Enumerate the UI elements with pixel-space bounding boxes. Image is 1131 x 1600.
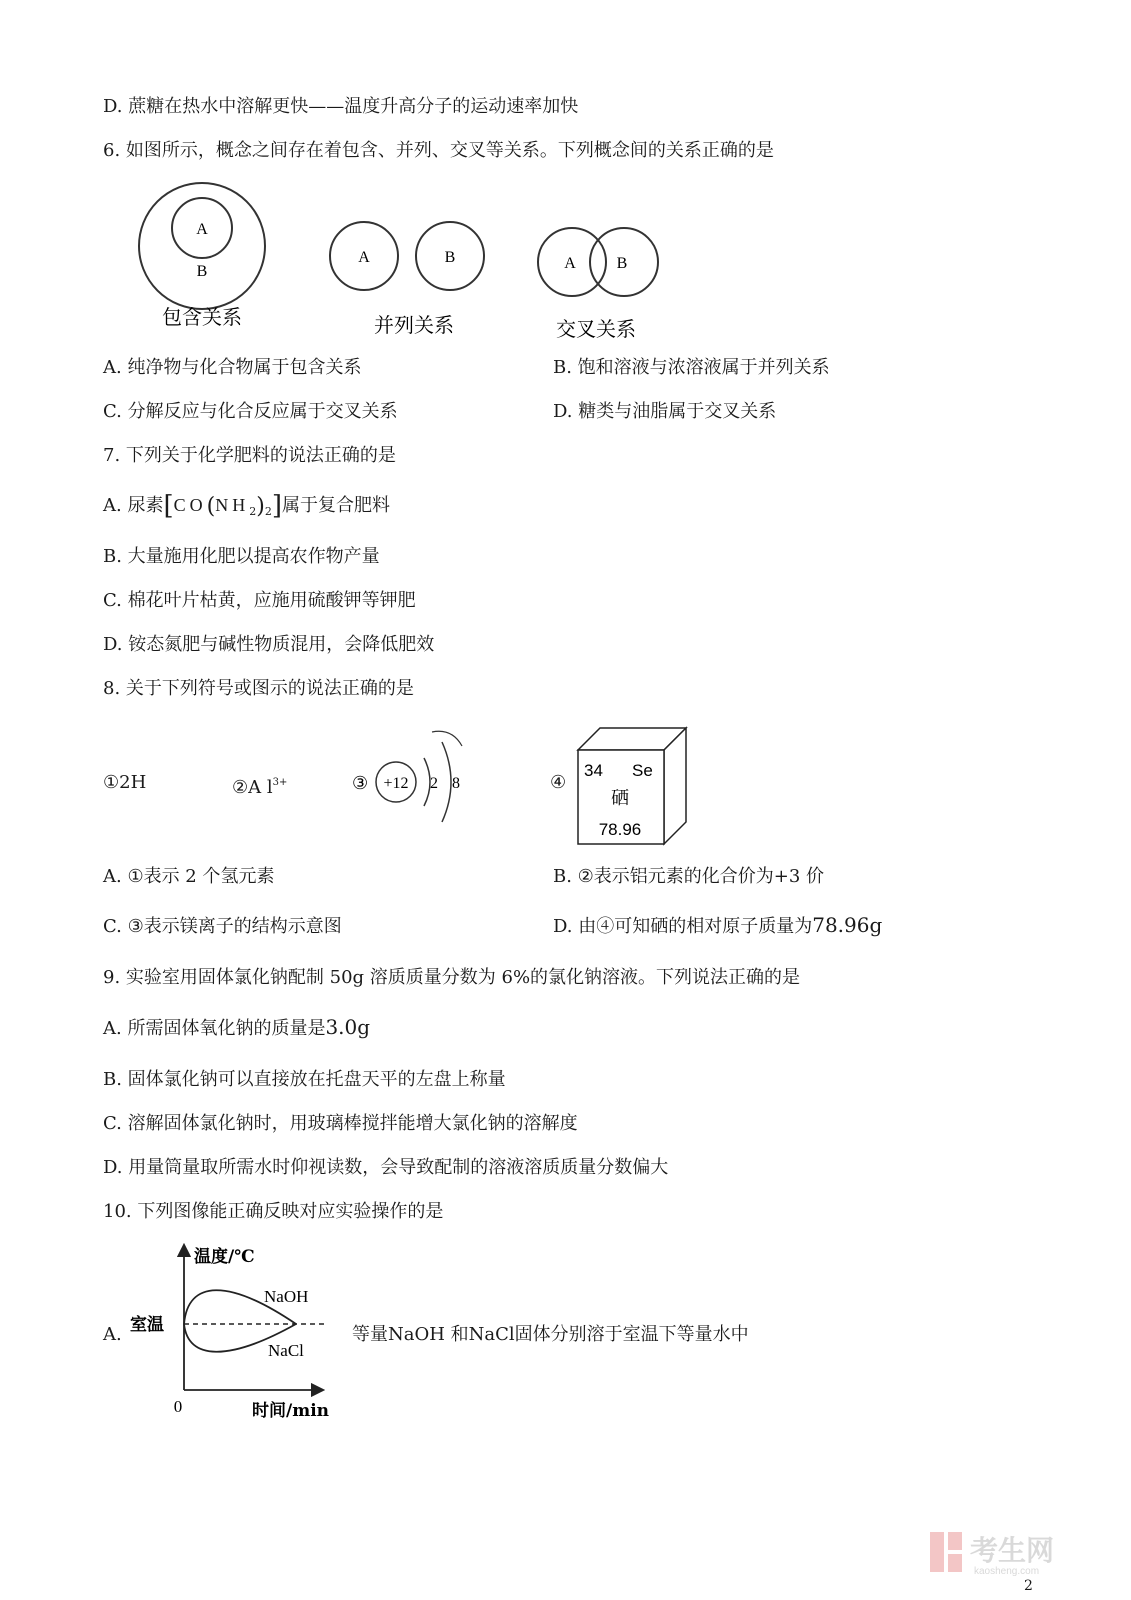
q9-option-d: D. 用量筒量取所需水时仰视读数，会导致配制的溶液溶质质量分数偏大 bbox=[103, 1157, 669, 1178]
element-symbol: Se bbox=[632, 761, 653, 780]
watermark-site: kaosheng.com bbox=[974, 1566, 1040, 1576]
nucleus-charge: +12 bbox=[383, 775, 409, 792]
q10-option-a-text: 等量NaOH 和NaCl固体分别溶于室温下等量水中 bbox=[352, 1324, 749, 1345]
shell-1-electrons: 2 bbox=[430, 775, 438, 792]
nacl-curve-label: NaCl bbox=[268, 1341, 304, 1360]
logo-mark bbox=[930, 1532, 944, 1572]
formula-right-paren: ) bbox=[256, 494, 265, 519]
q8-item-2-charge: 3+ bbox=[272, 777, 288, 788]
q8-option-b: B. ②表示铝元素的化合价为+3 价 bbox=[553, 866, 825, 887]
cross-caption: 交叉关系 bbox=[556, 317, 636, 341]
q10-stem: 10. 下列图像能正确反映对应实验操作的是 bbox=[103, 1201, 444, 1222]
q7-option-a-suffix: 属于复合肥料 bbox=[281, 495, 390, 516]
q9-option-a-prefix: A. 所需固体氧化钠的质量是 bbox=[103, 1018, 326, 1039]
contain-label-a: A bbox=[196, 221, 208, 238]
q9-option-a bbox=[103, 1016, 370, 1040]
atom-structure-diagram bbox=[352, 724, 472, 840]
q6-option-b: B. 饱和溶液与浓溶液属于并列关系 bbox=[553, 357, 830, 378]
q7-option-d: D. 铵态氮肥与碱性物质混用，会降低肥效 bbox=[103, 634, 435, 655]
formula-left-paren: ( bbox=[206, 494, 216, 519]
parallel-diagram bbox=[330, 222, 484, 337]
q6-relation-figure bbox=[130, 176, 690, 346]
cross-diagram bbox=[538, 228, 658, 341]
electron-shell-2 bbox=[442, 742, 451, 822]
q6-option-d: D. 糖类与油脂属于交叉关系 bbox=[553, 401, 777, 422]
q7-option-b: B. 大量施用化肥以提高农作物产量 bbox=[103, 546, 380, 567]
formula-sub-outer: 2 bbox=[264, 505, 272, 518]
q5-option-d: D. 蔗糖在热水中溶解更快——温度升高分子的运动速率加快 bbox=[103, 96, 579, 117]
q8-option-d bbox=[553, 914, 882, 938]
cross-label-a: A bbox=[564, 255, 576, 272]
q6-option-a: A. 纯净物与化合物属于包含关系 bbox=[103, 357, 362, 378]
origin-label: 0 bbox=[173, 1397, 183, 1416]
parallel-label-a: A bbox=[358, 249, 370, 266]
q7-stem: 7. 下列关于化学肥料的说法正确的是 bbox=[103, 445, 396, 466]
y-axis-label: 温度/℃ bbox=[194, 1247, 255, 1267]
q9-option-c: C. 溶解固体氯化钠时，用玻璃棒搅拌能增大氯化钠的溶解度 bbox=[103, 1113, 578, 1134]
page-number: 2 bbox=[1024, 1578, 1033, 1594]
q9-option-b: B. 固体氯化钠可以直接放在托盘天平的左盘上称量 bbox=[103, 1069, 506, 1090]
naoh-curve-label: NaOH bbox=[264, 1287, 309, 1306]
kaosheng-watermark bbox=[930, 1530, 1120, 1576]
q10-option-a-label: A. bbox=[103, 1324, 122, 1345]
atomic-number: 34 bbox=[584, 761, 603, 780]
q8-item-1: ①2H bbox=[103, 772, 147, 793]
q8-option-d-prefix: D. 由④可知硒的相对原子质量为 bbox=[553, 916, 813, 937]
q8-item-4-label: ④ bbox=[550, 772, 567, 793]
parallel-caption: 并列关系 bbox=[374, 313, 454, 337]
q8-option-d-value: 78.96g bbox=[812, 913, 883, 937]
atomic-mass: 78.96 bbox=[598, 820, 642, 839]
q7-option-c: C. 棉花叶片枯黄，应施用硫酸钾等钾肥 bbox=[103, 590, 416, 611]
formula-sub-inner: 2 bbox=[249, 505, 257, 518]
q9-option-a-value: 3.0g bbox=[325, 1015, 371, 1039]
formula-co: CO bbox=[173, 495, 207, 515]
q8-stem: 8. 关于下列符号或图示的说法正确的是 bbox=[103, 678, 414, 699]
q9-stem: 9. 实验室用固体氯化钠配制 50g 溶质质量分数为 6%的氯化钠溶液。下列说法正确的是 bbox=[103, 967, 801, 988]
q6-option-c: C. 分解反应与化合反应属于交叉关系 bbox=[103, 401, 398, 422]
shell-2-electrons: 8 bbox=[452, 775, 460, 792]
watermark-logo-text: 考生网 bbox=[970, 1534, 1055, 1567]
q6-stem: 6. 如图所示，概念之间存在着包含、并列、交叉等关系。下列概念间的关系正确的是 bbox=[103, 140, 774, 161]
q7-option-a-prefix: A. 尿素 bbox=[103, 495, 164, 516]
contain-label-b: B bbox=[196, 263, 208, 280]
room-temp-label: 室温 bbox=[130, 1315, 164, 1335]
cross-label-b: B bbox=[616, 255, 628, 272]
q8-item-2-symbol: ②A l bbox=[232, 777, 273, 798]
parallel-label-b: B bbox=[444, 249, 456, 266]
x-axis-label: 时间/min bbox=[252, 1401, 330, 1421]
formula-right-bracket: ] bbox=[271, 491, 282, 521]
q8-item-2 bbox=[232, 772, 287, 799]
formula-left-bracket: [ bbox=[163, 491, 174, 521]
formula-nh: NH bbox=[215, 495, 250, 515]
q8-option-a: A. ①表示 2 个氢元素 bbox=[103, 866, 275, 887]
contain-caption: 包含关系 bbox=[162, 305, 242, 329]
element-name: 硒 bbox=[611, 788, 629, 809]
contain-diagram bbox=[139, 183, 265, 329]
q8-item-3-label: ③ bbox=[352, 773, 369, 794]
element-card-selenium bbox=[574, 724, 694, 848]
q7-option-a bbox=[103, 491, 390, 523]
temperature-time-graph bbox=[128, 1240, 348, 1425]
q8-option-c: C. ③表示镁离子的结构示意图 bbox=[103, 916, 342, 937]
